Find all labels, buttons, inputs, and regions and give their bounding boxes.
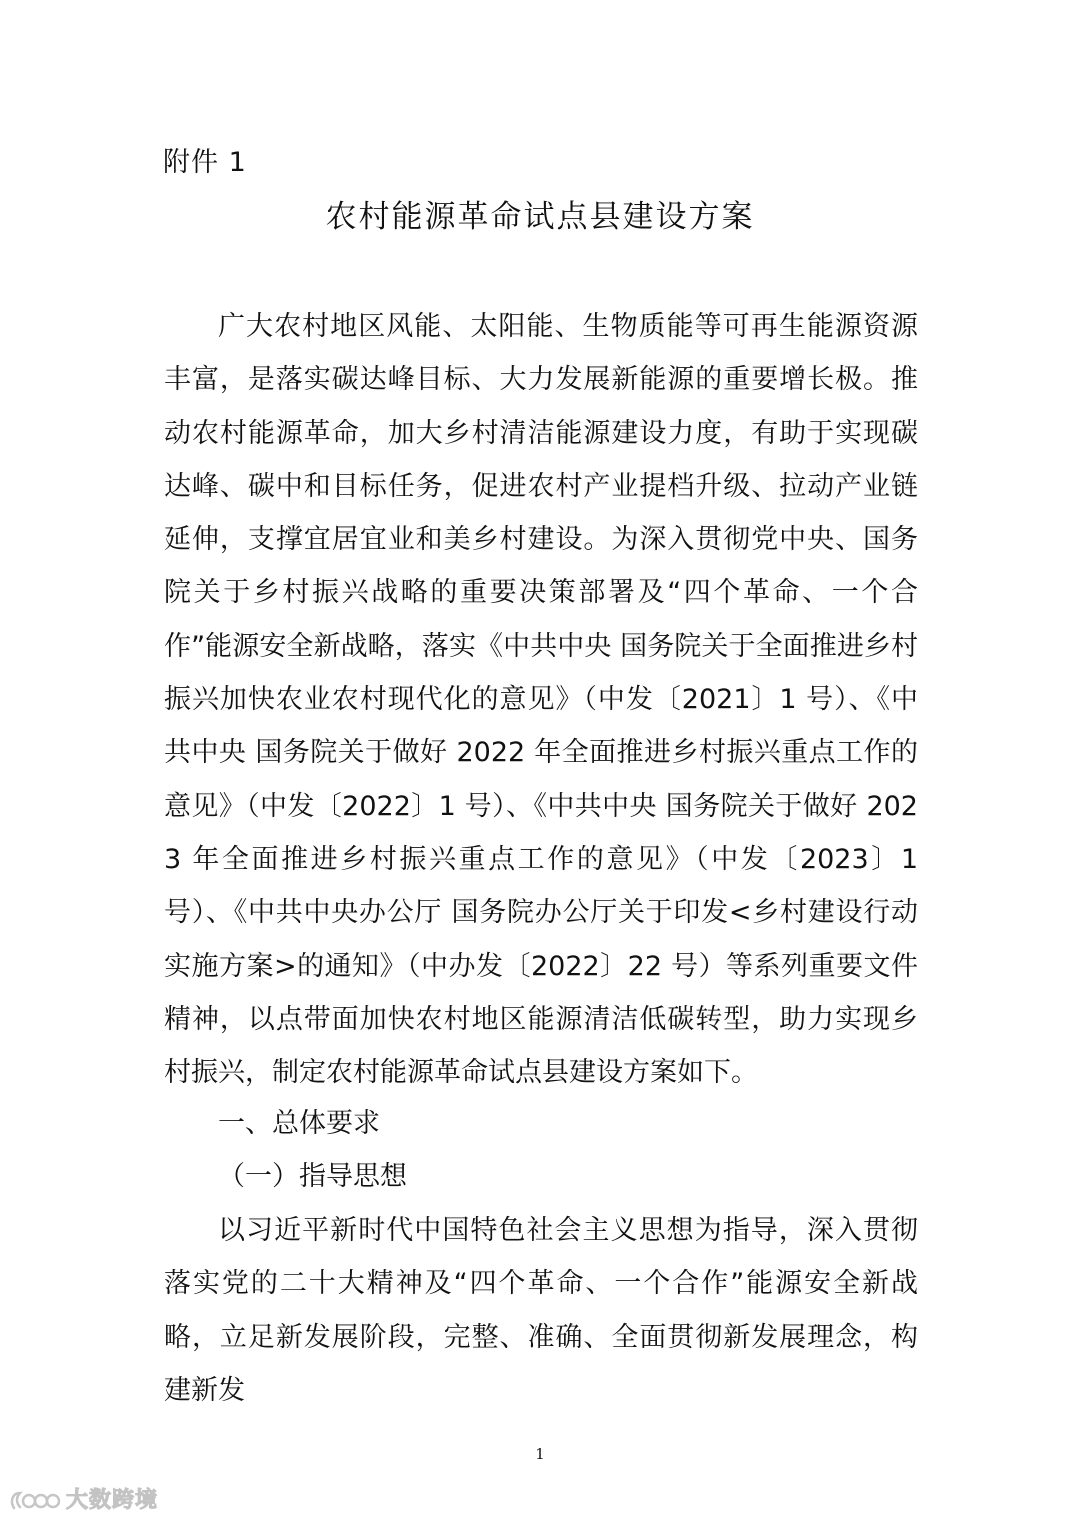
paragraph-guiding-ideology: 以习近平新时代中国特色社会主义思想为指导，深入贯彻落实党的二十大精神及“四个革命、一个合作”能源安全新战略，立足新发展阶段，完整、准确、全面贯彻新发展理念，构建新发 (164, 1215, 918, 1406)
page-number: 1 (535, 1445, 545, 1463)
document-title: 农村能源革命试点县建设方案 (325, 199, 755, 235)
attachment-label: 附件 1 (163, 147, 247, 178)
watermark-text: 大数跨境 (66, 1488, 159, 1513)
section-heading-guiding-ideology: （一）指导思想 (218, 1161, 407, 1192)
section-heading-general-requirements: 一、总体要求 (218, 1108, 380, 1139)
dashuju-logo-icon (8, 1488, 62, 1514)
paragraph-intro: 广大农村地区风能、太阳能、生物质能等可再生能源资源丰富，是落实碳达峰目标、大力发展新能源的重要增长极。推动农村能源革命，加大乡村清洁能源建设力度，有助于实现碳达峰、碳中和目标任务，促进农村产业提档升级、拉动产业链延伸，支撑宜居宜业和美乡村建设。为深入贯彻党中央、国务院关于乡村振兴战略的重要决策部署及“四个革命、一个合作”能源安全新战略，落实《中共中央 国务院关于全面推进乡村振兴加快农业农村现代化的意见》（中发〔2021〕1 号）、《中共中央 国务院关于做好 2022 年全面推进乡村振兴重点工作的意见》（中发〔2022〕1 号）、《中共中央 国务院关于做好 2023 年全面推进乡村振兴重点工作的意见》（中发〔2023〕1 号）、《中共中央办公厅 国务院办公厅关于印发<乡村建设行动实施方案>的通知》（中办发〔2022〕22 号）等系列重要文件精神，以点带面加快农村地区能源清洁低碳转型，助力实现乡村振兴，制定农村能源革命试点县建设方案如下。 (164, 311, 918, 1089)
watermark (8, 1488, 158, 1514)
